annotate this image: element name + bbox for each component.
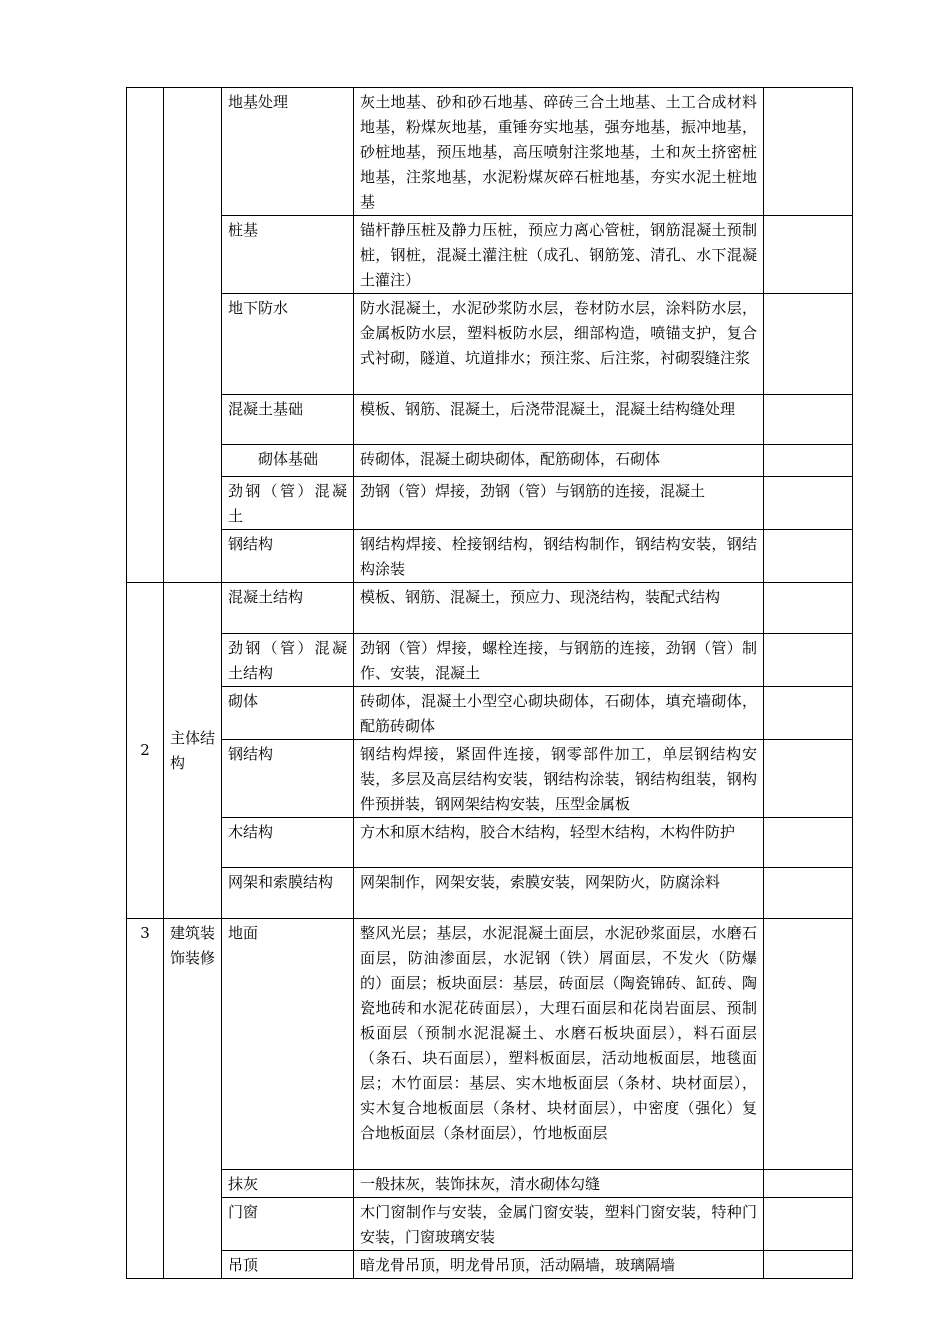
remark-cell — [764, 740, 853, 818]
remark-cell — [764, 1170, 853, 1198]
subdivision-name: 地下防水 — [222, 294, 354, 395]
remark-cell — [764, 477, 853, 530]
subdivision-content: 灰土地基、砂和砂石地基、碎砖三合土地基、土工合成材料地基，粉煤灰地基，重锤夯实地基，强夯地基，振冲地基，砂桩地基，预压地基，高压喷射注浆地基，土和灰土挤密桩地基，注浆地基，水泥粉煤灰碎石桩地基，夯实水泥土桩地基 — [354, 88, 764, 216]
remark-cell — [764, 919, 853, 1170]
subdivision-name: 门窗 — [222, 1198, 354, 1251]
subdivision-content: 钢结构焊接、栓接钢结构，钢结构制作，钢结构安装，钢结构涂装 — [354, 530, 764, 583]
remark-cell — [764, 395, 853, 445]
subdivision-name: 木结构 — [222, 818, 354, 868]
subdivision-content: 一般抹灰，装饰抹灰，清水砌体勾缝 — [354, 1170, 764, 1198]
subdivision-name: 桩基 — [222, 216, 354, 294]
remark-cell — [764, 818, 853, 868]
subdivision-name: 混凝土结构 — [222, 583, 354, 634]
subdivision-name: 地基处理 — [222, 88, 354, 216]
subdivision-content: 木门窗制作与安装，金属门窗安装，塑料门窗安装，特种门安装，门窗玻璃安装 — [354, 1198, 764, 1251]
table-row — [127, 634, 853, 687]
subdivision-name: 钢结构 — [222, 740, 354, 818]
remark-cell — [764, 634, 853, 687]
table-row — [127, 818, 853, 868]
subdivision-content: 暗龙骨吊顶，明龙骨吊顶，活动隔墙，玻璃隔墙 — [354, 1251, 764, 1279]
remark-cell — [764, 868, 853, 919]
remark-cell — [764, 88, 853, 216]
table-row — [127, 583, 853, 634]
remark-cell — [764, 583, 853, 634]
section-category — [164, 88, 222, 583]
table-row — [127, 445, 853, 477]
subdivision-content: 网架制作，网架安装，索膜安装，网架防火，防腐涂料 — [354, 868, 764, 919]
project-division-table — [126, 87, 853, 1279]
subdivision-name: 砌体基础 — [222, 445, 354, 477]
remark-cell — [764, 216, 853, 294]
subdivision-content: 整风光层；基层，水泥混凝土面层，水泥砂浆面层，水磨石面层，防油渗面层，水泥钢（铁）屑面层，不发火（防爆的）面层；板块面层：基层，砖面层（陶瓷锦砖、缸砖、陶瓷地砖和水泥花砖面层），大理石面层和花岗岩面层、预制板面层（预制水泥混凝土、水磨石板块面层），料石面层（条石、块石面层），塑料板面层，活动地板面层，地毯面层；木竹面层：基层、实木地板面层（条材、块材面层），实木复合地板面层（条材、块材面层），中密度（强化）复合地板面层（条材面层），竹地板面层 — [354, 919, 764, 1170]
remark-cell — [764, 1251, 853, 1279]
subdivision-content: 劲钢（管）焊接，劲钢（管）与钢筋的连接，混凝土 — [354, 477, 764, 530]
subdivision-name: 网架和索膜结构 — [222, 868, 354, 919]
table-row — [127, 1170, 853, 1198]
table-row — [127, 1198, 853, 1251]
remark-cell — [764, 687, 853, 740]
table-row — [127, 294, 853, 395]
section-number — [127, 88, 164, 583]
subdivision-name: 地面 — [222, 919, 354, 1170]
section-category: 主体结构 — [164, 583, 222, 919]
subdivision-name: 混凝土基础 — [222, 395, 354, 445]
subdivision-content: 防水混凝土，水泥砂浆防水层，卷材防水层，涂料防水层，金属板防水层，塑料板防水层，细部构造，喷锚支护，复合式衬砌，隧道、坑道排水；预注浆、后注浆，衬砌裂缝注浆 — [354, 294, 764, 395]
remark-cell — [764, 445, 853, 477]
table-row — [127, 740, 853, 818]
remark-cell — [764, 1198, 853, 1251]
table-row — [127, 477, 853, 530]
section-number: 3 — [127, 919, 164, 1279]
subdivision-content: 钢结构焊接，紧固件连接，钢零部件加工，单层钢结构安装，多层及高层结构安装，钢结构涂装，钢结构组装，钢构件预拼装，钢网架结构安装，压型金属板 — [354, 740, 764, 818]
section-category: 建筑装饰装修 — [164, 919, 222, 1279]
table-row — [127, 216, 853, 294]
remark-cell — [764, 530, 853, 583]
section-number: 2 — [127, 583, 164, 919]
subdivision-name: 劲钢（管）混凝土结构 — [222, 634, 354, 687]
table-row — [127, 395, 853, 445]
subdivision-content: 锚杆静压桩及静力压桩，预应力离心管桩，钢筋混凝土预制桩，钢桩，混凝土灌注桩（成孔、钢筋笼、清孔、水下混凝土灌注） — [354, 216, 764, 294]
table-row — [127, 88, 853, 216]
table-row — [127, 530, 853, 583]
subdivision-name: 钢结构 — [222, 530, 354, 583]
table-row — [127, 868, 853, 919]
subdivision-name: 劲钢（管）混凝土 — [222, 477, 354, 530]
table-row — [127, 919, 853, 1170]
subdivision-content: 砖砌体，混凝土小型空心砌块砌体，石砌体，填充墙砌体，配筋砖砌体 — [354, 687, 764, 740]
subdivision-content: 模板、钢筋、混凝土，后浇带混凝土，混凝土结构缝处理 — [354, 395, 764, 445]
subdivision-content: 劲钢（管）焊接，螺栓连接，与钢筋的连接，劲钢（管）制作、安装，混凝土 — [354, 634, 764, 687]
subdivision-content: 方木和原木结构，胶合木结构，轻型木结构，木构件防护 — [354, 818, 764, 868]
subdivision-content: 砖砌体，混凝土砌块砌体，配筋砌体，石砌体 — [354, 445, 764, 477]
table-row — [127, 687, 853, 740]
subdivision-name: 抹灰 — [222, 1170, 354, 1198]
subdivision-name: 砌体 — [222, 687, 354, 740]
subdivision-content: 模板、钢筋、混凝土，预应力、现浇结构，装配式结构 — [354, 583, 764, 634]
subdivision-name: 吊顶 — [222, 1251, 354, 1279]
table-row — [127, 1251, 853, 1279]
remark-cell — [764, 294, 853, 395]
